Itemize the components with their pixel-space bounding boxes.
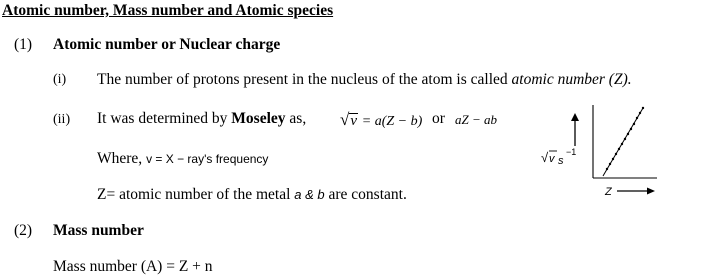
sqrt-content: v [350,113,358,129]
item-i-marker: (i) [53,72,67,87]
or-connector: or [432,110,445,127]
item-i-text [97,71,632,89]
section-1-number: (1) [14,36,33,53]
y-label-sqrt: v [549,153,555,165]
section-1-heading: Atomic number or Nuclear charge [53,36,281,53]
where-formula: v = X − ray's frequency [146,152,269,166]
item-ii-marker: (ii) [53,112,71,127]
y-label-unit: s [558,155,564,167]
x-arrow [617,188,655,195]
graph-axes [593,105,657,178]
item-ii-text-plain: It was determined by [97,110,232,127]
formula-rhs: = a(Z − b) [361,114,423,129]
mass-number-formula: Mass number (A) = Z + n [53,258,213,275]
item-i-text-plain: The number of protons present in the nucleus of the atom is called [97,71,512,88]
where-line [97,150,268,168]
z-definition: Z= atomic number of the metal [97,186,291,203]
y-arrow [571,113,579,146]
z-definition-line [97,186,407,204]
item-ii-text [97,110,306,128]
section-2-number: (2) [14,222,33,239]
constants-text: are constant. [328,186,407,203]
moseley-name: Moseley [231,110,286,127]
x-axis-label: Z [605,186,612,198]
section-2-heading: Mass number [53,222,144,239]
alt-formula: aZ − ab [455,112,498,127]
moseley-formula [340,110,422,130]
constants-symbol: a & b [294,187,325,202]
item-ii-text-mid: as, [285,110,307,127]
y-axis-label [541,147,576,167]
where-prefix: Where, [97,150,143,167]
y-label-radical: √ [541,150,549,165]
moseley-graph [535,100,665,200]
sqrt-sign: √ [340,110,350,129]
item-i-text-italic: atomic number (Z). [511,71,632,88]
y-label-exp: −1 [566,147,577,157]
page-title: Atomic number, Mass number and Atomic species [2,2,334,19]
